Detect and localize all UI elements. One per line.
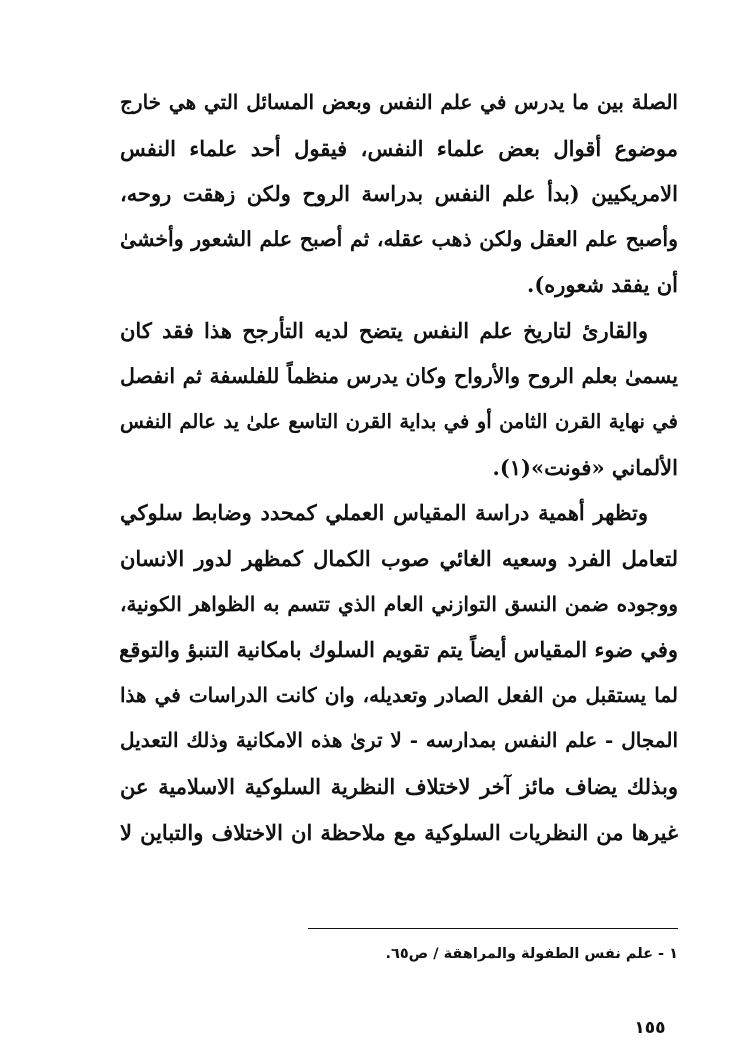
text-line: غيرها من النظريات السلوكية مع ملاحظة ان الاختلاف والتباين لا — [120, 819, 678, 845]
text-line: يسمىٰ بعلم الروح والأرواح وكان يدرس منظماً للفلسفة ثم انفصل — [120, 363, 678, 388]
text-line: وفي ضوء المقياس أيضاً يتم تقويم السلوك بامكانية التنبؤ والتوقع — [119, 637, 678, 663]
text-line: وأصبح علم العقل ولكن ذهب عقله، ثم أصبح علم الشعور وأخشىٰ — [120, 226, 678, 251]
text-line: أن يفقد شعوره). — [527, 272, 678, 298]
text-line: الألماني «فونت»(١). — [492, 454, 678, 480]
text-line: موضوع أقوال بعض علماء النفس، فيقول أحد علماء النفس — [120, 135, 678, 161]
page-number: ١٥٥ — [634, 1018, 666, 1038]
text-line: ووجوده ضمن النسق التوازني العام الذي تتسم به الظواهر الكونية، — [120, 591, 678, 616]
text-line: المجال - علم النفس بمدارسه - لا ترىٰ هذه الامكانية وذلك التعديل — [120, 728, 678, 753]
text-line: في نهاية القرن الثامن أو في بداية القرن التاسع علىٰ يد عالم النفس — [120, 410, 678, 434]
paragraph-first-line: وتظهر أهمية دراسة المقياس العملي كمحدد وضابط سلوكي — [120, 500, 648, 526]
body-text — [120, 80, 678, 855]
text-line: وبذلك يضاف مائز آخر لاختلاف النظرية السلوكية الاسلامية عن — [120, 773, 678, 799]
text-line: لتعامل الفرد وسعيه الغائي صوب الكمال كمظهر لدور الانسان — [120, 545, 678, 571]
footnote: ١ - علم نفس الطفولة والمراهقة / ص٦٥. — [385, 946, 678, 962]
text-line: لما يستقبل من الفعل الصادر وتعديله، وان كانت الدراسات في هذا — [120, 682, 678, 707]
footnote-divider — [308, 928, 678, 929]
paragraph-first-line: والقارئ لتاريخ علم النفس يتضح لديه التأرجح هذا فقد كان — [120, 317, 648, 343]
text-line: الامريكيين (بدأ علم النفس بدراسة الروح ولكن زهقت روحه، — [120, 181, 678, 207]
text-line: الصلة بين ما يدرس في علم النفس وبعض المسائل التي هي خارج — [120, 90, 678, 114]
